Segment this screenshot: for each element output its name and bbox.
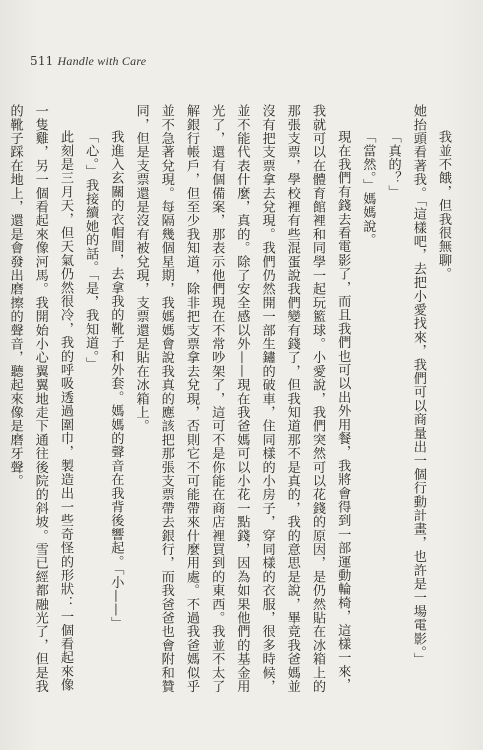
running-header	[30, 54, 146, 69]
paragraph: 我進入玄關的衣帽間，去拿我的靴子和外套。媽媽的聲音在我背後響起。「小——」	[108, 130, 124, 631]
book-title: Handle with Care	[57, 54, 147, 68]
paragraph: 「當然。」媽媽說。	[360, 130, 376, 248]
body-text	[7, 104, 456, 696]
paragraph: 「真的？」	[385, 130, 401, 199]
paragraph: 她抬頭看著我。「這樣吧，去把小愛找來，我們可以商量出一個行動計畫，也許是一場電影。」	[410, 104, 426, 667]
paragraph: 現在我們有錢去看電影了，而且我們也可以出外用餐，我將會得到一部運動輪椅，這樣一來，我就可以在體育館裡和同學一起玩籃球。小愛說，我們突然可以花錢的原因，是仍然貼在冰箱上的那張支票，學校裡有些混蛋說我們變有錢了，但我知道那不是真的，我的意思是說，畢竟我爸媽並沒有把支票拿去兌現。我們仍然開一部生鏽的破車，住同樣的小房子，穿同樣的衣服，很多時候，並不能代表什麼，真的。除了安全感以外——現在我爸媽可以小花一點錢，因為如果他們的基金用光了，還有個備案，那表示他們現在不常吵架了，這可不是你能在商店裡買到的東西。我並不太了解銀行帳戶，但至少我知道，除非把支票拿去兌現，否則它不可能帶來什麼用處。不過我爸媽似乎並不急著兌現。每隔幾個星期，我媽媽會說我真的應該把那張支票帶去銀行，而我爸爸也會附和贊同，但是支票還是沒有被兌現，支票還是貼在冰箱上。	[133, 104, 351, 694]
paragraph: 「心。」我接續她的話。「是，我知道。」	[83, 130, 99, 371]
paragraph	[0, 104, 2, 696]
paragraph: 我並不餓，但我很無聊。	[436, 130, 451, 282]
page-number: 511	[30, 54, 54, 68]
paragraph: 此刻是三月天，但天氣仍然很冷，我的呼吸透過圍巾，製造出一些奇怪的形狀：一個看起來像一隻雞，另一個看起來像河馬。我開始小心翼翼地走下通往後院的斜坡。雪已經都融光了，但是我的靴子踩在地上，還是會發出磨擦的聲音，聽起來像是磨牙聲。	[7, 104, 73, 694]
